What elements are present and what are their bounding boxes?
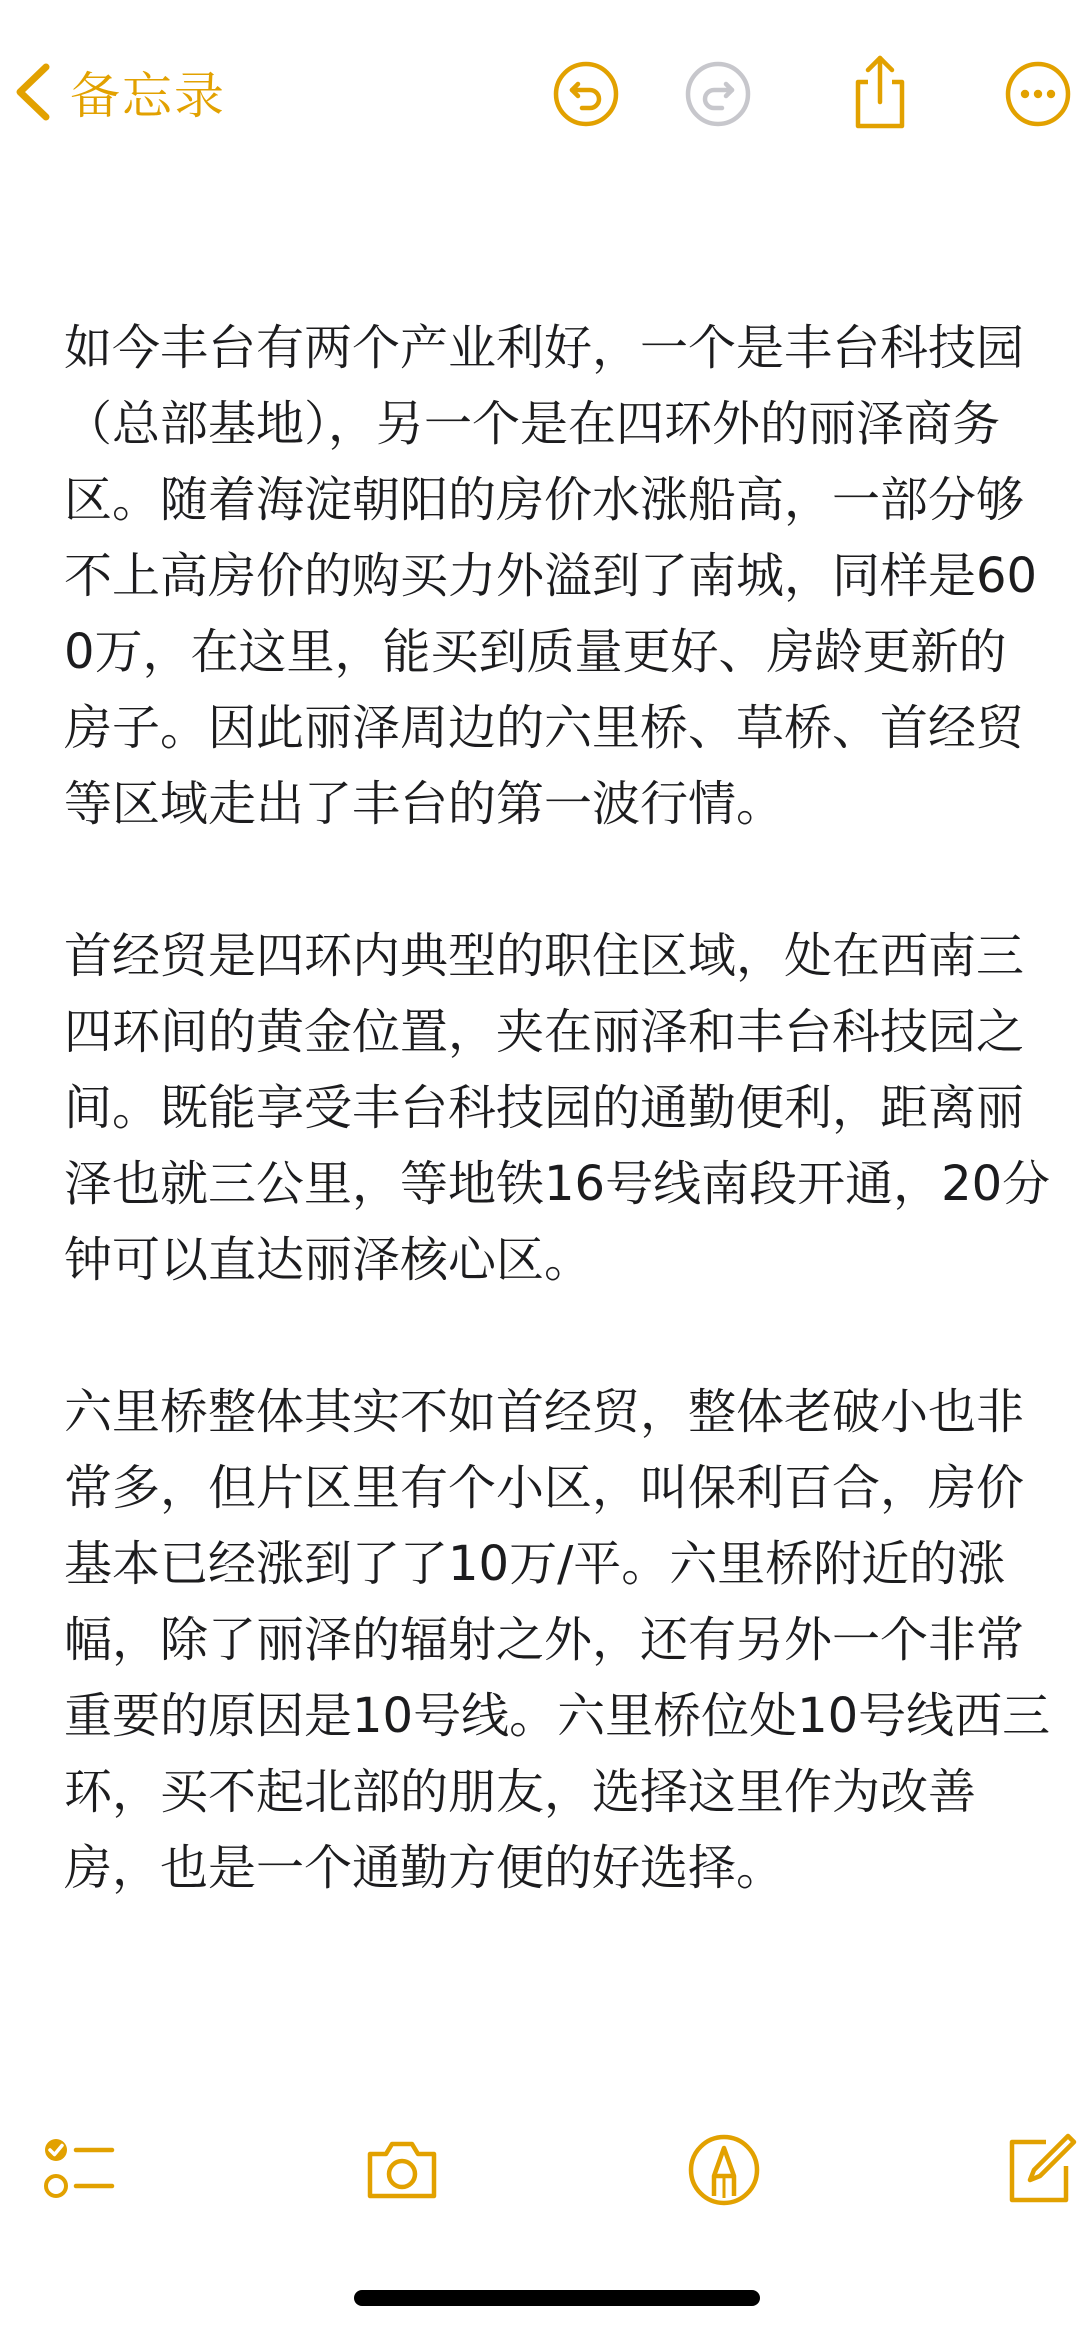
markup-pen-icon [684, 2130, 764, 2210]
chevron-left-icon [12, 61, 54, 123]
undo-icon [552, 60, 620, 128]
bottom-toolbar [0, 2130, 1080, 2220]
compose-button[interactable] [1000, 2130, 1080, 2210]
compose-icon [1000, 2130, 1080, 2210]
camera-icon [362, 2130, 442, 2210]
camera-button[interactable] [362, 2130, 442, 2210]
home-indicator[interactable] [354, 2290, 760, 2306]
navigation-bar [0, 0, 1080, 190]
undo-button[interactable] [552, 60, 620, 128]
back-label: 备忘录 [70, 67, 226, 125]
share-button[interactable] [846, 52, 914, 132]
markup-button[interactable] [684, 2130, 764, 2210]
note-paragraph: 六里桥整体其实不如首经贸，整体老破小也非常多，但片区里有个小区，叫保利百合，房价基本已经涨到了了10万/平。六里桥附近的涨幅，除了丽泽的辐射之外，还有另外一个非常重要的原因是10号线。六里桥位处10号线西三环，买不起北部的朋友，选择这里作为改善房，也是一个通勤方便的好选择。 [64, 1384, 1051, 1896]
checklist-icon [38, 2130, 118, 2210]
redo-icon [684, 60, 752, 128]
share-icon [846, 52, 914, 132]
checklist-button[interactable] [38, 2130, 118, 2210]
note-paragraph: 首经贸是四环内典型的职住区域，处在西南三四环间的黄金位置，夹在丽泽和丰台科技园之间。既能享受丰台科技园的通勤便利，距离丽泽也就三公里，等地铁16号线南段开通，20分钟可以直达丽泽核心区。 [64, 928, 1051, 1288]
back-button[interactable] [12, 56, 226, 128]
redo-button[interactable] [684, 60, 752, 128]
note-body[interactable] [64, 310, 1054, 1982]
note-paragraph: 如今丰台有两个产业利好，一个是丰台科技园（总部基地），另一个是在四环外的丽泽商务区。随着海淀朝阳的房价水涨船高，一部分够不上高房价的购买力外溢到了南城，同样是600万，在这里，能买到质量更好、房龄更新的房子。因此丽泽周边的六里桥、草桥、首经贸等区域走出了丰台的第一波行情。 [64, 320, 1038, 832]
more-icon [1004, 60, 1072, 128]
more-button[interactable] [1004, 60, 1072, 128]
